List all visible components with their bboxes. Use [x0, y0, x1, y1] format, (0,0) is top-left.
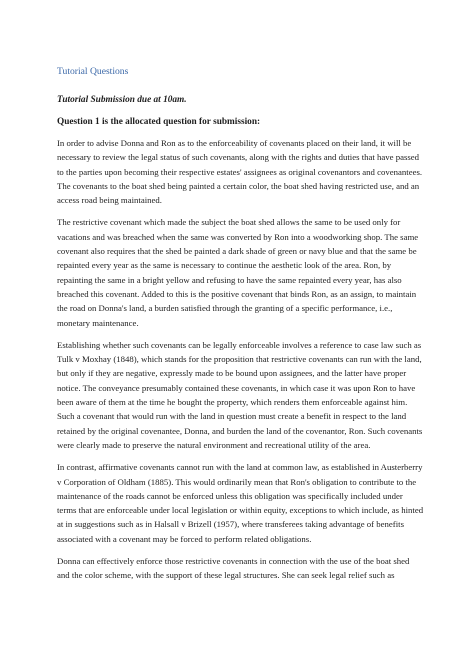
question-title: Question 1 is the allocated question for submission:	[57, 117, 261, 127]
paragraph-1: In order to advise Donna and Ron as to the enforceability of covenants placed on their land, it will be necessary to review the legal status of such covenants, along with the rights and duties that have passed to the parties upon becoming their respective estates' assignees as original covenantors and covenantees. The covenants to the boat shed being painted a certain color, the boat shed having restricted use, and an access road being maintained.	[57, 138, 423, 206]
paragraph-2: The restrictive covenant which made the subject the boat shed allows the same to be used only for vacations and was breached when the same was converted by Ron into a woodworking shop. The same covenant also requires that the shed be painted a dark shade of green or navy blue and that the same be repainted every year as the same is necessary to continue the aesthetic look of the area. Ron, by repainting the same in a bright yellow and refusing to have the same repainted every year, has also breached this covenant. Added to this is the positive covenant that binds Ron, as an assign, to maintain the road on Donna's land, a burden satisfied through the granting of a specific performance, i.e., monetary maintenance.	[57, 217, 419, 328]
paragraph-4: In contrast, affirmative covenants cannot run with the land at common law, as established in Austerberry v Corporation of Oldham (1885). This would ordinarily mean that Ron's obligation to contribute to the maintenance of the roads cannot be enforced unless this obligation was specifically included under terms that are enforceable under local legislation or within equity, exceptions to which include, as hinted at in suggestions such as in Halsall v Brizell (1957), where transferees taking advantage of benefits associated with a covenant may be forced to perform related obligations.	[57, 462, 424, 544]
paragraph-5: Donna can effectively enforce those restrictive covenants in connection with the use of the boat shed and the color scheme, with the support of these legal structures. She can seek legal relief such as	[57, 556, 410, 581]
paragraph-3: Establishing whether such covenants can be legally enforceable involves a reference to case law such as Tulk v Moxhay (1848), which stands for the proposition that restrictive covenants can run with the land, but only if they are negative, expressly made to be bound upon assignees, and the latter have proper notice. The conveyance presumably contained these covenants, in which case it was upon Ron to have been aware of them at the time he bought the property, which renders them enforceable against him. Such a covenant that would run with the land in question must create a benefit in respect to the land retained by the original covenantee, Donna, and burden the land of the covenantor, Ron. Such covenants were clearly made to preserve the natural environment and recreational utility of the area.	[57, 339, 423, 450]
tutorial-heading: Tutorial Questions	[57, 66, 129, 77]
submission-note: Tutorial Submission due at 10am.	[57, 95, 187, 105]
